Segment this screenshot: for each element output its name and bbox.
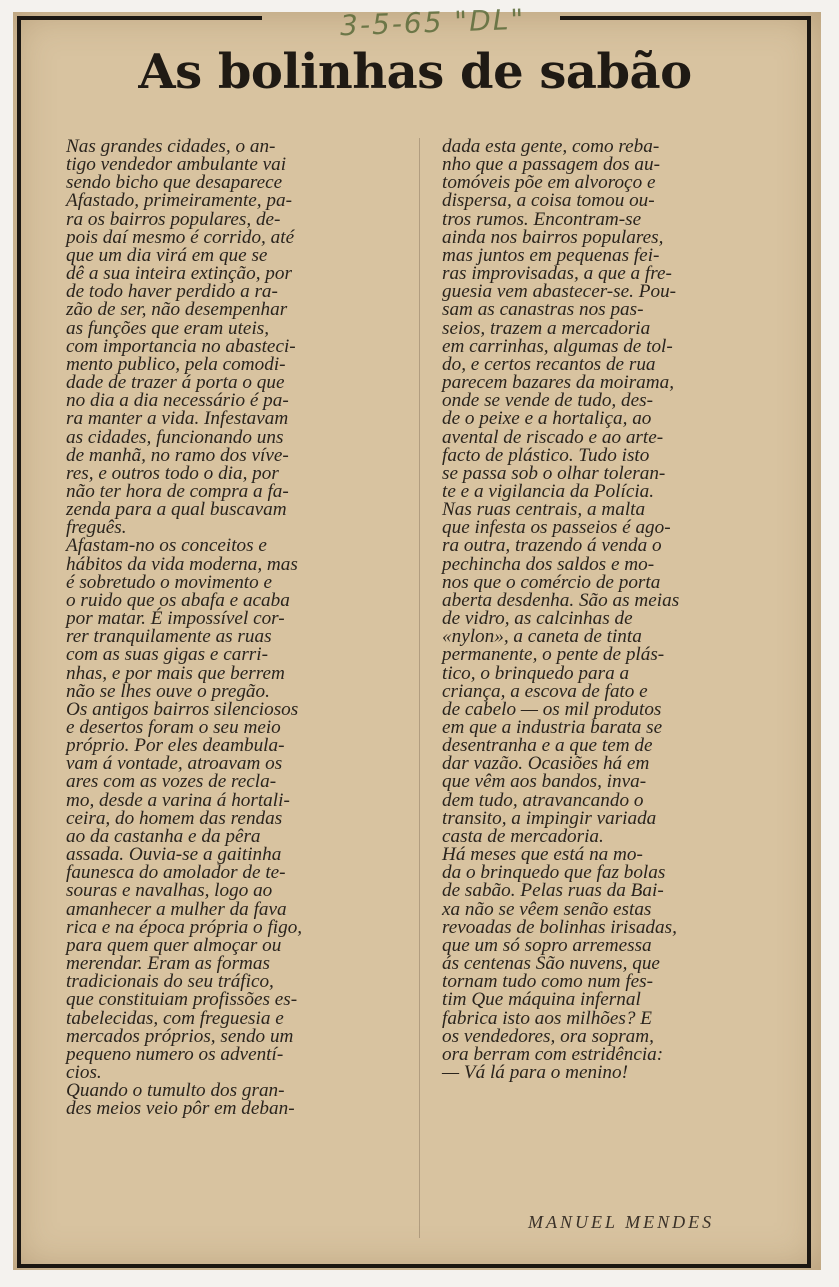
text-line: tim Que máquina infernal xyxy=(442,989,641,1011)
text-line: res, e outros todo o dia, por xyxy=(66,462,279,484)
text-line: as cidades, funcionando uns xyxy=(66,426,284,448)
column-divider xyxy=(419,138,420,1238)
text-line: merendar. Eram as formas xyxy=(66,953,270,975)
text-line: não ter hora de compra a fa- xyxy=(66,480,289,502)
text-line: rica e na época própria o figo, xyxy=(66,916,303,938)
text-line: seios, trazem a mercadoria xyxy=(442,317,651,339)
border-rule-right xyxy=(807,16,811,1268)
text-line: que constituiam profissões es- xyxy=(66,989,298,1011)
text-line: Afastam-no os conceitos e xyxy=(66,535,267,557)
text-line: tornam tudo como num fes- xyxy=(442,971,654,993)
text-line: Nas grandes cidades, o an- xyxy=(66,136,276,157)
text-line: Há meses que está na mo- xyxy=(442,844,643,866)
text-line: mento publico, pela comodi- xyxy=(66,353,286,375)
article-column-left xyxy=(66,138,396,1118)
text-line: em carrinhas, algumas de tol- xyxy=(442,335,673,357)
text-line: de todo haver perdido a ra- xyxy=(66,281,278,303)
text-line: Quando o tumulto dos gran- xyxy=(66,1080,285,1102)
text-line: por matar. É impossível cor- xyxy=(66,608,285,630)
text-line: ora berram com estridência: xyxy=(442,1043,664,1065)
text-line: faunesca do amolador de te- xyxy=(66,862,286,884)
text-line: aberta desdenha. São as meias xyxy=(442,589,680,611)
text-line: zenda para a qual buscavam xyxy=(66,499,287,521)
text-line: para quem quer almoçar ou xyxy=(66,934,282,956)
text-line: de manhã, no ramo dos víve- xyxy=(66,444,289,466)
text-line: fabrica isto aos milhões? E xyxy=(442,1007,652,1029)
text-line: com importancia no abasteci- xyxy=(66,335,296,357)
text-line: te e a vigilancia da Polícia. xyxy=(442,480,655,502)
text-line: tigo vendedor ambulante vai xyxy=(66,154,287,176)
text-line: tomóveis põe em alvoroço e xyxy=(442,172,656,194)
text-line: freguês. xyxy=(66,517,127,539)
text-line: dispersa, a coisa tomou ou- xyxy=(442,190,655,212)
text-line: e desertos foram o seu meio xyxy=(66,717,281,738)
text-line: onde se vende de tudo, des- xyxy=(442,390,653,412)
text-line: ainda nos bairros populares, xyxy=(442,226,664,248)
border-rule-top-left xyxy=(17,16,262,20)
text-line: tabelecidas, com freguesia e xyxy=(66,1007,284,1029)
text-line: desentranha e a que tem de xyxy=(442,735,653,757)
text-line: Nas ruas centrais, a malta xyxy=(442,499,646,521)
text-line: de o peixe e a hortaliça, ao xyxy=(442,408,652,430)
author-signature: MANUEL MENDES xyxy=(528,1212,715,1232)
text-line: pois daí mesmo é corrido, até xyxy=(66,226,295,248)
text-line: criança, a escova de fato e xyxy=(442,680,648,702)
text-line: parecem bazares da moirama, xyxy=(442,372,675,394)
text-line: ra manter a vida. Infestavam xyxy=(66,408,289,430)
text-line: dem tudo, atravancando o xyxy=(442,789,644,811)
text-line: que infesta os passeios é ago- xyxy=(442,517,671,539)
text-line: sendo bicho que desaparece xyxy=(66,172,283,194)
article-column-right xyxy=(442,138,772,1082)
text-line: no dia a dia necessário é pa- xyxy=(66,390,289,412)
text-line: — Vá lá para o menino! xyxy=(442,1061,629,1083)
text-line: mercados próprios, sendo um xyxy=(66,1025,294,1047)
text-line: dê a sua inteira extinção, por xyxy=(66,263,292,285)
text-line: nho que a passagem dos au- xyxy=(442,154,660,176)
text-line: mo, desde a varina á hortali- xyxy=(66,789,290,811)
text-line: de cabelo — os mil produtos xyxy=(442,698,662,720)
text-line: transito, a impingir variada xyxy=(442,807,657,829)
text-line: dada esta gente, como reba- xyxy=(442,136,660,157)
text-line: vam á vontade, atroavam os xyxy=(66,753,283,775)
text-line: com as suas gigas e carri- xyxy=(66,644,268,666)
text-line: em que a industria barata se xyxy=(442,717,663,738)
text-line: próprio. Por eles deambula- xyxy=(66,735,285,757)
text-line: ás centenas São nuvens, que xyxy=(442,953,660,975)
text-line: nhas, e por mais que berrem xyxy=(66,662,285,684)
text-line: que vêm aos bandos, inva- xyxy=(442,771,647,793)
text-line: tradicionais do seu tráfico, xyxy=(66,971,274,993)
text-line: mas juntos em pequenas fei- xyxy=(442,244,660,266)
border-rule-left xyxy=(17,16,21,1268)
text-line: pequeno numero os adventí- xyxy=(66,1043,284,1065)
text-line: cios. xyxy=(66,1061,102,1083)
text-line: não se lhes ouve o pregão. xyxy=(66,680,270,702)
text-line: sam as canastras nos pas- xyxy=(442,299,644,321)
text-line: pechincha dos saldos e mo- xyxy=(442,553,655,575)
text-line: dar vazão. Ocasiões há em xyxy=(442,753,650,775)
text-line: amanhecer a mulher da fava xyxy=(66,898,287,920)
text-line: se passa sob o olhar toleran- xyxy=(442,462,666,484)
border-rule-bottom xyxy=(17,1264,811,1268)
text-line: «nylon», a caneta de tinta xyxy=(442,626,642,648)
text-line: nos que o comércio de porta xyxy=(442,571,661,593)
text-line: os vendedores, ora sopram, xyxy=(442,1025,654,1047)
text-line: de sabão. Pelas ruas da Bai- xyxy=(442,880,664,902)
text-line: des meios veio pôr em deban- xyxy=(66,1098,295,1120)
text-line: permanente, o pente de plás- xyxy=(442,644,665,666)
text-line: ras improvisadas, a que a fre- xyxy=(442,263,672,285)
text-line: as funções que eram uteis, xyxy=(66,317,270,339)
text-line: rer tranquilamente as ruas xyxy=(66,626,272,648)
text-line: hábitos da vida moderna, mas xyxy=(66,553,298,575)
text-line: ra outra, trazendo á venda o xyxy=(442,535,662,557)
text-line: zão de ser, não desempenhar xyxy=(66,299,288,321)
handwritten-date-stamp: 3-5-65 "DL" xyxy=(339,2,526,43)
text-line: souras e navalhas, logo ao xyxy=(66,880,273,902)
text-line: Afastado, primeiramente, pa- xyxy=(66,190,292,212)
text-line: xa não se vêem senão estas xyxy=(442,898,652,920)
text-line: que um dia virá em que se xyxy=(66,244,268,266)
article-title: As bolinhas de sabão xyxy=(138,44,692,100)
text-line: dade de trazer á porta o que xyxy=(66,372,285,394)
text-line: ao da castanha e da pêra xyxy=(66,825,261,847)
text-line: Os antigos bairros silenciosos xyxy=(66,698,299,720)
text-line: tico, o brinquedo para a xyxy=(442,662,630,684)
text-line: ra os bairros populares, de- xyxy=(66,208,281,230)
text-line: que um só sopro arremessa xyxy=(442,934,652,956)
text-line: de vidro, as calcinhas de xyxy=(442,608,633,630)
text-line: revoadas de bolinhas irisadas, xyxy=(442,916,677,938)
text-line: é sobretudo o movimento e xyxy=(66,571,273,593)
border-rule-top-right xyxy=(560,16,810,20)
text-line: assada. Ouvia-se a gaitinha xyxy=(66,844,282,866)
text-line: ceira, do homem das rendas xyxy=(66,807,283,829)
text-line: da o brinquedo que faz bolas xyxy=(442,862,666,884)
text-line: ares com as vozes de recla- xyxy=(66,771,277,793)
text-line: tros rumos. Encontram-se xyxy=(442,208,642,230)
text-line: do, e certos recantos de rua xyxy=(442,353,656,375)
text-line: guesia vem abastecer-se. Pou- xyxy=(442,281,677,303)
text-line: facto de plástico. Tudo isto xyxy=(442,444,650,466)
text-line: avental de riscado e ao arte- xyxy=(442,426,664,448)
text-line: o ruido que os abafa e acaba xyxy=(66,589,290,611)
text-line: casta de mercadoria. xyxy=(442,825,604,847)
